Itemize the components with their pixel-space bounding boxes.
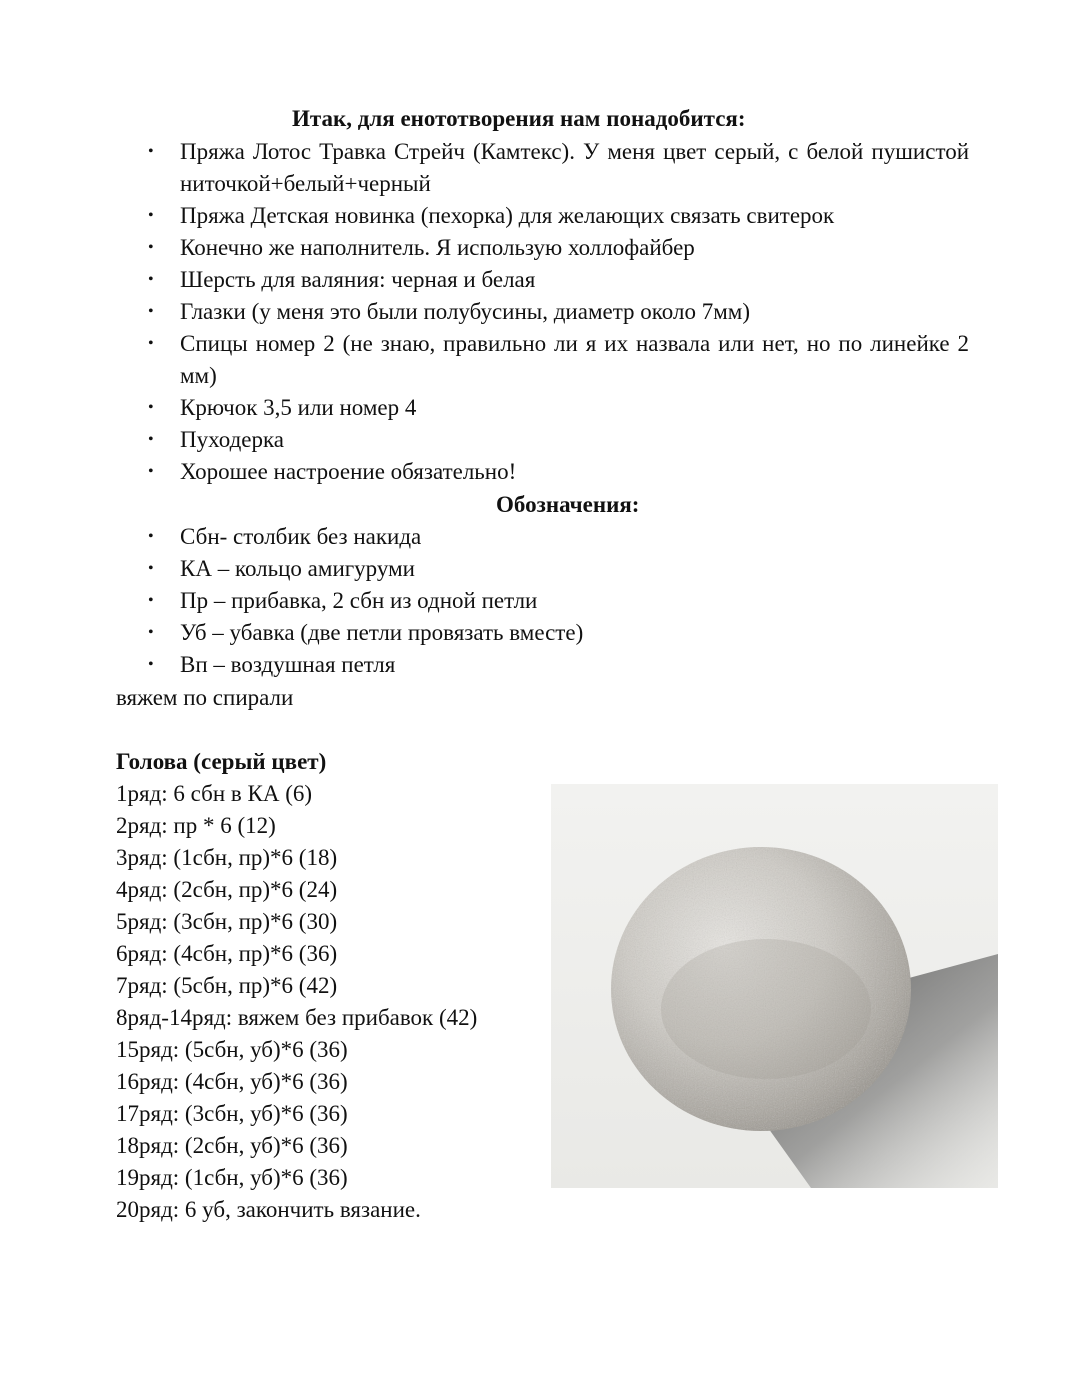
bullet-icon: • xyxy=(148,431,154,448)
bullet-icon: • xyxy=(148,399,154,416)
bullet-icon: • xyxy=(148,528,154,545)
legend-heading: Обозначения: xyxy=(496,492,640,517)
bullet-icon: • xyxy=(148,560,154,577)
head-rows xyxy=(116,778,477,1226)
pattern-row: 5ряд: (3сбн, пр)*6 (30) xyxy=(116,909,338,934)
bullet-icon: • xyxy=(148,207,154,224)
head-section-title: Голова (серый цвет) xyxy=(116,749,327,774)
pattern-row: 4ряд: (2сбн, пр)*6 (24) xyxy=(116,877,338,902)
spiral-note: вяжем по спирали xyxy=(116,685,294,710)
materials-list xyxy=(148,136,969,488)
list-item: • Глазки (у меня это были полубусины, диаметр около 7мм) xyxy=(148,296,969,328)
pattern-row: 17ряд: (3сбн, уб)*6 (36) xyxy=(116,1101,348,1126)
pattern-row: 19ряд: (1сбн, уб)*6 (36) xyxy=(116,1165,348,1190)
legend-list xyxy=(148,521,969,681)
bullet-icon: • xyxy=(148,463,154,480)
pattern-row: 16ряд: (4сбн, уб)*6 (36) xyxy=(116,1069,348,1094)
bullet-icon: • xyxy=(148,143,154,160)
materials-heading: Итак, для енототворения нам понадобится: xyxy=(292,106,746,131)
list-item: • Пуходерка xyxy=(148,424,969,456)
pattern-row: 20ряд: 6 уб, закончить вязание. xyxy=(116,1197,421,1222)
list-item: • КА – кольцо амигуруми xyxy=(148,553,969,585)
list-item: • Уб – убавка (две петли провязать вместе) xyxy=(148,617,969,649)
list-item: • Крючок 3,5 или номер 4 xyxy=(148,392,969,424)
list-item: • Сбн- столбик без накида xyxy=(148,521,969,553)
bullet-icon: • xyxy=(148,335,154,352)
pattern-row: 7ряд: (5сбн, пр)*6 (42) xyxy=(116,973,338,998)
bullet-icon: • xyxy=(148,624,154,641)
bullet-icon: • xyxy=(148,303,154,320)
crochet-ball-photo xyxy=(551,784,998,1188)
bullet-icon: • xyxy=(148,271,154,288)
list-item: • Вп – воздушная петля xyxy=(148,649,969,681)
list-item: • Пряжа Детская новинка (пехорка) для желающих связать свитерок xyxy=(148,200,969,232)
list-item: • Шерсть для валяния: черная и белая xyxy=(148,264,969,296)
pattern-row: 2ряд: пр * 6 (12) xyxy=(116,813,276,838)
pattern-row: 15ряд: (5сбн, уб)*6 (36) xyxy=(116,1037,348,1062)
list-item: • Пр – прибавка, 2 сбн из одной петли xyxy=(148,585,969,617)
list-item: • Спицы номер 2 (не знаю, правильно ли я их назвала или нет, но по линейке 2 мм) xyxy=(148,328,969,392)
pattern-row: 18ряд: (2сбн, уб)*6 (36) xyxy=(116,1133,348,1158)
list-item: • Конечно же наполнитель. Я использую холлофайбер xyxy=(148,232,969,264)
pattern-row: 3ряд: (1сбн, пр)*6 (18) xyxy=(116,845,338,870)
bullet-icon: • xyxy=(148,239,154,256)
list-item: • Пряжа Лотос Травка Стрейч (Камтекс). У меня цвет серый, с белой пушистой ниточкой+белый+черный xyxy=(148,136,969,200)
bullet-icon: • xyxy=(148,656,154,673)
list-item: • Хорошее настроение обязательно! xyxy=(148,456,969,488)
crochet-ball-illustration xyxy=(551,784,998,1188)
pattern-row: 8ряд-14ряд: вяжем без прибавок (42) xyxy=(116,1005,478,1030)
pattern-row: 6ряд: (4сбн, пр)*6 (36) xyxy=(116,941,338,966)
pattern-row: 1ряд: 6 сбн в КА (6) xyxy=(116,781,313,806)
bullet-icon: • xyxy=(148,592,154,609)
